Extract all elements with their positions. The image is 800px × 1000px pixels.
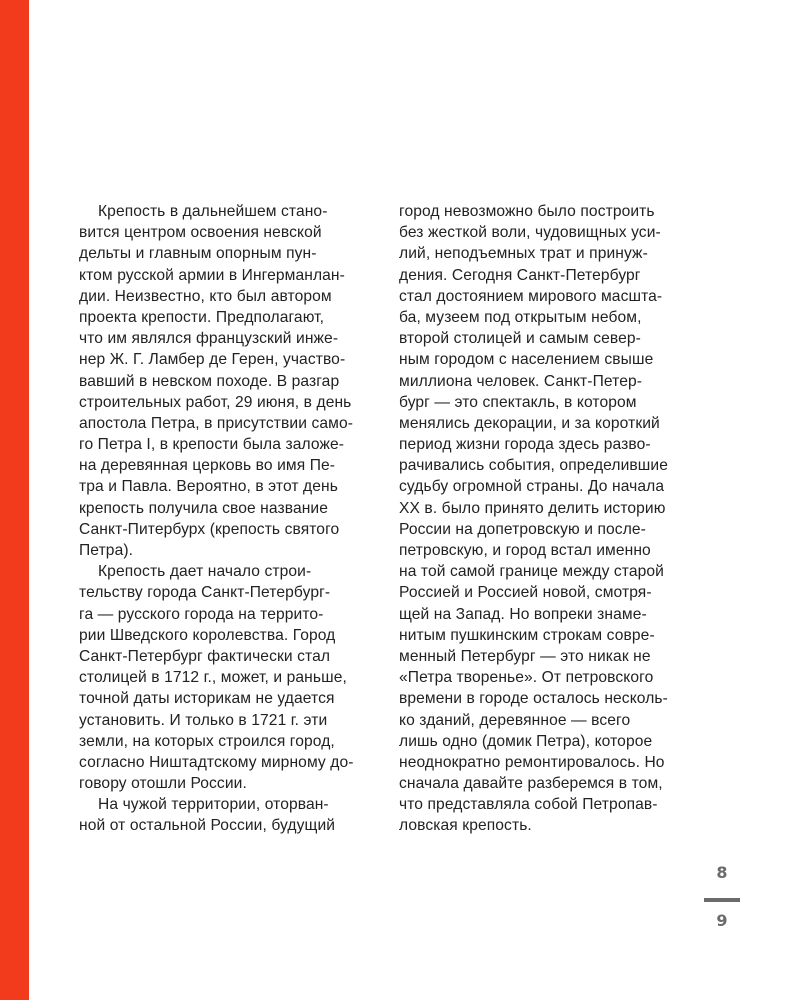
paragraph-line: крепость получила свое название (79, 499, 329, 517)
paragraph-line: вавший в невском походе. В разгар (79, 372, 340, 390)
paragraph-line: судьбу огромной страны. До начала (399, 478, 665, 496)
paragraph-line: На чужой территории, оторван- (98, 796, 329, 814)
page-number-divider (704, 898, 740, 902)
paragraph-line: Санкт-Питербурх (крепость святого (79, 520, 340, 538)
paragraph-line: лий, неподъемных трат и принуж- (399, 245, 648, 263)
paragraph-line: рачивались события, определившие (399, 457, 668, 475)
paragraph-line: второй столицей и самым север- (399, 330, 641, 348)
paragraph-line: установить. И только в 1721 г. эти (79, 711, 328, 729)
paragraph-line: петровскую, и город встал именно (399, 542, 651, 559)
page-number-left: 8 (716, 863, 728, 882)
paragraph-line: неоднократно ремонтировалось. Но (399, 753, 665, 771)
paragraph-line: «Петра творенье». От петровского (399, 669, 654, 687)
paragraph-line: XX в. было принято делить историю (399, 499, 666, 517)
paragraph-line: что представляла собой Петропав- (399, 796, 658, 814)
paragraph-line: Крепость в дальнейшем стано- (98, 203, 328, 220)
paragraph-line: го Петра I, в крепости была заложе- (79, 436, 345, 454)
paragraph-line: га — русского города на террито- (79, 605, 324, 623)
paragraph-line: без жесткой воли, чудовищных уси- (399, 224, 661, 242)
paragraph-line: сначала давайте разберемся в том, (399, 775, 663, 793)
page-number-block (704, 862, 740, 932)
paragraph-line: ктом русской армии в Ингерманлан- (79, 266, 345, 284)
paragraph-line: ным городом с населением свыше (399, 351, 654, 369)
paragraph-line: согласно Ништадтскому мирному до- (79, 753, 354, 771)
paragraph-line: дии. Неизвестно, кто был автором (79, 287, 332, 305)
paragraph-line: бург — это спектакль, в котором (399, 393, 637, 411)
text-column-right (399, 201, 699, 837)
paragraph-line: земли, на которых строился город, (79, 732, 335, 750)
paragraph-line: дельты и главным опорным пун- (79, 245, 317, 263)
paragraph-line: Россией и Россией новой, смотря- (399, 584, 652, 602)
paragraph-line: город невозможно было построить (399, 203, 655, 220)
paragraph-line: Крепость дает начало строи- (98, 563, 312, 581)
paragraph-line: вится центром освоения невской (79, 224, 322, 242)
page-number-right: 9 (716, 911, 728, 930)
paragraph-line: менный Петербург — это никак не (399, 647, 651, 665)
paragraph-line: строительных работ, 29 июня, в день (79, 393, 352, 411)
paragraph-line: времени в городе осталось несколь- (399, 690, 668, 708)
paragraph-line: рии Шведского королевства. Город (79, 626, 336, 644)
paragraph-line: проекта крепости. Предполагают, (79, 308, 325, 326)
red-accent-bar (0, 0, 29, 1000)
paragraph-line: щей на Запад. Но вопреки знаме- (399, 605, 647, 623)
paragraph-line: период жизни города здесь разво- (399, 436, 651, 454)
paragraph-line: точной даты историкам не удается (79, 690, 335, 708)
paragraph-line: нитым пушкинским строкам совре- (399, 626, 655, 644)
paragraph-line: говору отошли России. (79, 775, 247, 793)
paragraph-line: ко зданий, деревянное — всего (399, 711, 631, 729)
text-column-left (79, 201, 379, 837)
paragraph-line: миллиона человек. Санкт-Петер- (399, 372, 643, 390)
paragraph-line: на деревянная церковь во имя Пе- (79, 457, 336, 475)
paragraph-line: тельству города Санкт-Петербург- (79, 584, 331, 602)
paragraph-line: ловская крепость. (399, 817, 532, 835)
paragraph-line: на той самой границе между старой (399, 563, 664, 581)
paragraph-line: апостола Петра, в присутствии само- (79, 414, 354, 432)
paragraph-line: стал достоянием мирового масшта- (399, 287, 663, 305)
paragraph-line: столицей в 1712 г., может, и раньше, (79, 669, 347, 687)
paragraph-line: менялись декорации, и за короткий (399, 414, 660, 432)
paragraph-line: тра и Павла. Вероятно, в этот день (79, 478, 338, 496)
paragraph-line: что им являлся французский инже- (79, 330, 339, 348)
paragraph-line: дения. Сегодня Санкт-Петербург (399, 266, 641, 284)
paragraph-line: ба, музеем под открытым небом, (399, 308, 642, 326)
paragraph-line: России на допетровскую и после- (399, 520, 646, 538)
paragraph-line: Петра). (79, 542, 134, 559)
paragraph-line: лишь одно (домик Петра), которое (399, 732, 653, 750)
paragraph-line: Санкт-Петербург фактически стал (79, 647, 331, 665)
paragraph-line: ной от остальной России, будущий (79, 817, 336, 835)
paragraph-line: нер Ж. Г. Ламбер де Герен, участво- (79, 351, 346, 369)
